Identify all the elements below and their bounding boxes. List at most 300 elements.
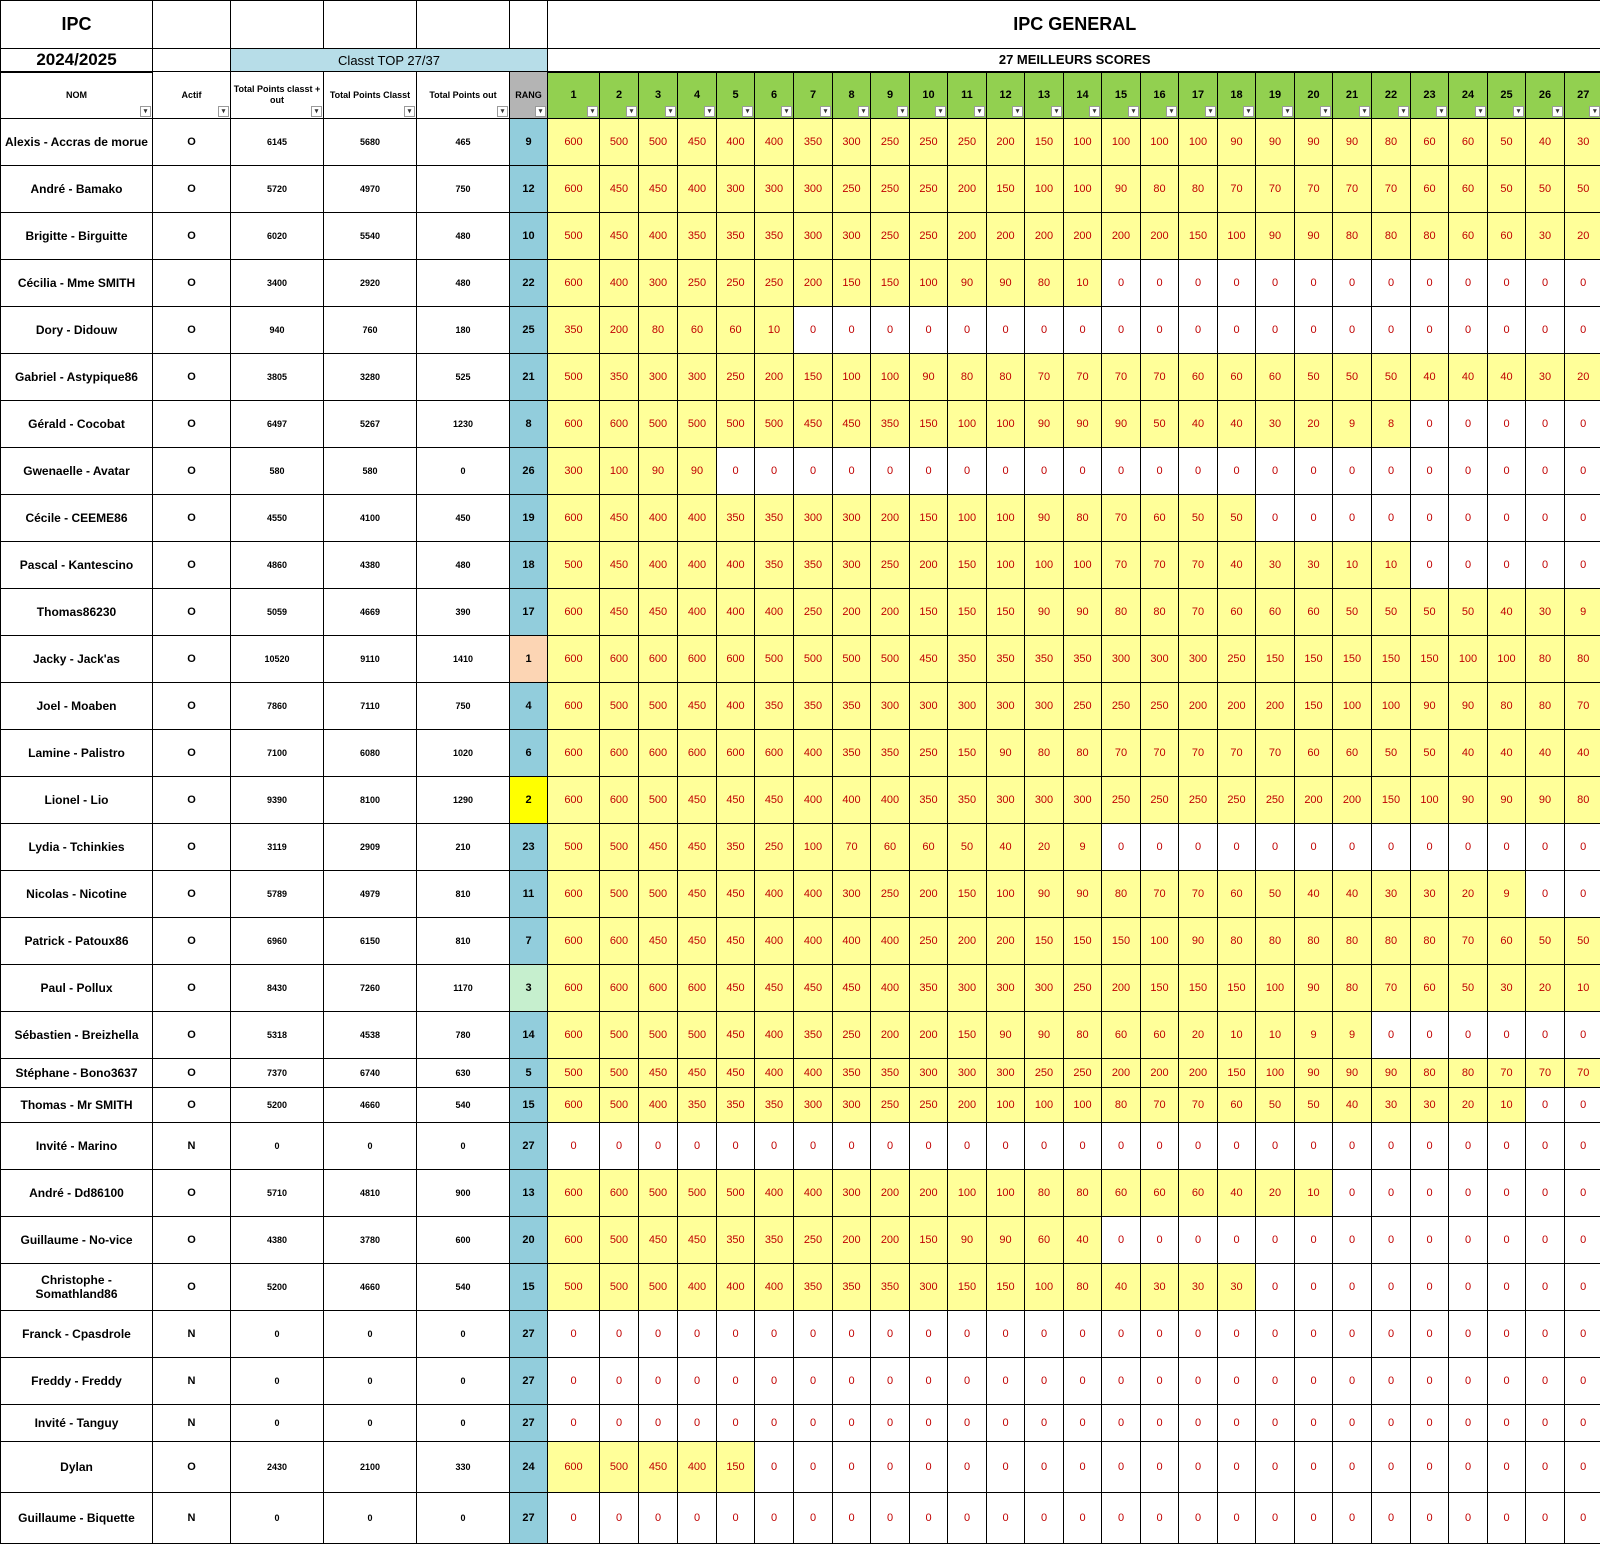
score-cell[interactable]: 0: [794, 1311, 833, 1358]
score-cell[interactable]: 0: [639, 1123, 678, 1170]
score-cell[interactable]: 20: [1295, 401, 1333, 448]
score-cell[interactable]: 300: [833, 495, 871, 542]
score-cell[interactable]: 50: [1333, 589, 1372, 636]
score-cell[interactable]: 600: [548, 119, 600, 166]
score-cell[interactable]: 80: [1064, 1012, 1102, 1059]
score-cell[interactable]: 600: [717, 730, 755, 777]
score-cell[interactable]: 60: [910, 824, 948, 871]
score-cell[interactable]: 250: [871, 1088, 910, 1123]
total-classt-cell[interactable]: 0: [324, 1123, 417, 1170]
filter-dropdown-icon[interactable]: ▾: [1205, 106, 1216, 117]
score-cell[interactable]: 100: [948, 401, 987, 448]
total-classt-cell[interactable]: 3280: [324, 354, 417, 401]
rang-cell[interactable]: 27: [510, 1358, 548, 1405]
score-cell[interactable]: 50: [948, 824, 987, 871]
score-cell[interactable]: 30: [1411, 871, 1449, 918]
score-cell[interactable]: 0: [987, 1123, 1025, 1170]
score-cell[interactable]: 80: [1064, 1170, 1102, 1217]
score-cell[interactable]: 0: [1333, 495, 1372, 542]
score-cell[interactable]: 0: [1102, 1311, 1141, 1358]
score-cell[interactable]: 40: [1488, 589, 1526, 636]
total-classt-cell[interactable]: 4380: [324, 542, 417, 589]
score-cell[interactable]: 0: [910, 448, 948, 495]
score-cell[interactable]: 30: [1256, 542, 1295, 589]
score-cell[interactable]: 0: [1141, 1358, 1179, 1405]
total-classt-out-cell[interactable]: 5318: [231, 1012, 324, 1059]
player-name-cell[interactable]: Sébastien - Breizhella: [1, 1012, 153, 1059]
score-cell[interactable]: 10: [1372, 542, 1411, 589]
score-cell[interactable]: 0: [1411, 448, 1449, 495]
score-cell[interactable]: 150: [794, 354, 833, 401]
score-cell[interactable]: 500: [717, 1170, 755, 1217]
score-cell[interactable]: 0: [1256, 1442, 1295, 1493]
score-cell[interactable]: 30: [1565, 119, 1600, 166]
score-cell[interactable]: 80: [1025, 730, 1064, 777]
total-classt-out-cell[interactable]: 6145: [231, 119, 324, 166]
score-cell[interactable]: 0: [639, 1311, 678, 1358]
score-cell[interactable]: 450: [717, 871, 755, 918]
score-cell[interactable]: 0: [948, 1442, 987, 1493]
score-cell[interactable]: 150: [1295, 636, 1333, 683]
score-cell[interactable]: 300: [910, 1264, 948, 1311]
player-name-cell[interactable]: Christophe - Somathland86: [1, 1264, 153, 1311]
score-cell[interactable]: 0: [1565, 1012, 1600, 1059]
rang-cell[interactable]: 19: [510, 495, 548, 542]
score-cell[interactable]: 250: [910, 213, 948, 260]
score-cell[interactable]: 80: [1064, 730, 1102, 777]
score-cell[interactable]: 0: [1526, 1170, 1565, 1217]
score-cell[interactable]: 0: [1295, 1264, 1333, 1311]
score-cell[interactable]: 0: [1372, 260, 1411, 307]
score-cell[interactable]: 20: [1565, 354, 1600, 401]
score-cell[interactable]: 0: [871, 1442, 910, 1493]
score-cell[interactable]: 100: [794, 824, 833, 871]
score-cell[interactable]: 300: [910, 1059, 948, 1088]
total-classt-cell[interactable]: 3780: [324, 1217, 417, 1264]
score-cell[interactable]: 60: [1411, 119, 1449, 166]
score-cell[interactable]: 0: [1449, 1405, 1488, 1442]
score-cell[interactable]: 0: [600, 1311, 639, 1358]
score-cell[interactable]: 50: [1256, 1088, 1295, 1123]
score-cell[interactable]: 40: [1179, 401, 1218, 448]
player-name-cell[interactable]: Thomas86230: [1, 589, 153, 636]
score-cell[interactable]: 100: [948, 495, 987, 542]
total-classt-cell[interactable]: 6080: [324, 730, 417, 777]
score-cell[interactable]: 70: [1449, 918, 1488, 965]
score-cell[interactable]: 0: [1295, 1123, 1333, 1170]
score-cell[interactable]: 0: [1449, 824, 1488, 871]
score-cell[interactable]: 0: [1295, 495, 1333, 542]
score-cell[interactable]: 70: [1372, 965, 1411, 1012]
filter-dropdown-icon[interactable]: ▾: [974, 106, 985, 117]
score-cell[interactable]: 0: [1295, 260, 1333, 307]
score-cell[interactable]: 200: [987, 918, 1025, 965]
score-cell[interactable]: 500: [639, 1170, 678, 1217]
score-cell[interactable]: 0: [1218, 824, 1256, 871]
score-cell[interactable]: 0: [1179, 1217, 1218, 1264]
total-classt-out-cell[interactable]: 0: [231, 1358, 324, 1405]
score-cell[interactable]: 350: [678, 1088, 717, 1123]
score-cell[interactable]: 300: [1064, 777, 1102, 824]
score-cell[interactable]: 0: [1526, 1493, 1565, 1544]
score-cell[interactable]: 0: [1449, 401, 1488, 448]
score-cell[interactable]: 0: [755, 1123, 794, 1170]
score-cell[interactable]: 0: [1333, 824, 1372, 871]
score-cell[interactable]: 500: [678, 1012, 717, 1059]
score-cell[interactable]: 500: [548, 824, 600, 871]
score-cell[interactable]: 0: [1179, 1405, 1218, 1442]
total-out-cell[interactable]: 210: [417, 824, 510, 871]
score-cell[interactable]: 150: [987, 589, 1025, 636]
score-cell[interactable]: 60: [678, 307, 717, 354]
score-cell[interactable]: 400: [639, 1088, 678, 1123]
score-cell[interactable]: 0: [1488, 401, 1526, 448]
total-classt-out-cell[interactable]: 3400: [231, 260, 324, 307]
score-cell[interactable]: 0: [1102, 1442, 1141, 1493]
score-cell[interactable]: 150: [910, 495, 948, 542]
player-name-cell[interactable]: Dory - Didouw: [1, 307, 153, 354]
score-cell[interactable]: 30: [1218, 1264, 1256, 1311]
score-cell[interactable]: 60: [1218, 871, 1256, 918]
rang-cell[interactable]: 11: [510, 871, 548, 918]
rang-cell[interactable]: 4: [510, 683, 548, 730]
score-cell[interactable]: 450: [639, 589, 678, 636]
total-classt-cell[interactable]: 4669: [324, 589, 417, 636]
score-cell[interactable]: 150: [948, 871, 987, 918]
score-cell[interactable]: 0: [1141, 824, 1179, 871]
score-cell[interactable]: 90: [1064, 589, 1102, 636]
score-cell[interactable]: 90: [987, 260, 1025, 307]
score-cell[interactable]: 80: [1064, 1264, 1102, 1311]
score-cell[interactable]: 80: [1372, 213, 1411, 260]
score-cell[interactable]: 300: [639, 354, 678, 401]
score-cell[interactable]: 0: [794, 1405, 833, 1442]
actif-cell[interactable]: O: [153, 1442, 231, 1493]
score-cell[interactable]: 0: [1102, 824, 1141, 871]
score-cell[interactable]: 60: [1179, 1170, 1218, 1217]
score-cell[interactable]: 450: [678, 683, 717, 730]
score-cell[interactable]: 10: [1218, 1012, 1256, 1059]
score-cell[interactable]: 350: [871, 1264, 910, 1311]
rang-cell[interactable]: 26: [510, 448, 548, 495]
score-cell[interactable]: 50: [1526, 166, 1565, 213]
score-cell[interactable]: 250: [871, 871, 910, 918]
score-cell[interactable]: 450: [600, 542, 639, 589]
total-out-cell[interactable]: 750: [417, 683, 510, 730]
score-cell[interactable]: 250: [1256, 777, 1295, 824]
score-cell[interactable]: 0: [1179, 448, 1218, 495]
score-cell[interactable]: 100: [600, 448, 639, 495]
score-cell[interactable]: 50: [1372, 589, 1411, 636]
total-classt-out-cell[interactable]: 5059: [231, 589, 324, 636]
score-cell[interactable]: 200: [1256, 683, 1295, 730]
score-cell[interactable]: 250: [871, 213, 910, 260]
score-cell[interactable]: 450: [794, 401, 833, 448]
score-cell[interactable]: 350: [678, 213, 717, 260]
score-cell[interactable]: 0: [948, 1123, 987, 1170]
score-cell[interactable]: 100: [1256, 965, 1295, 1012]
score-cell[interactable]: 600: [548, 401, 600, 448]
score-cell[interactable]: 70: [1179, 542, 1218, 589]
score-cell[interactable]: 400: [871, 777, 910, 824]
score-cell[interactable]: 0: [1526, 401, 1565, 448]
player-name-cell[interactable]: Lionel - Lio: [1, 777, 153, 824]
score-cell[interactable]: 0: [1141, 1442, 1179, 1493]
rang-cell[interactable]: 3: [510, 965, 548, 1012]
score-cell[interactable]: 100: [1488, 636, 1526, 683]
score-cell[interactable]: 90: [1102, 401, 1141, 448]
player-name-cell[interactable]: Paul - Pollux: [1, 965, 153, 1012]
score-cell[interactable]: 200: [1064, 213, 1102, 260]
score-cell[interactable]: 150: [1025, 119, 1064, 166]
score-cell[interactable]: 250: [1141, 683, 1179, 730]
score-cell[interactable]: 90: [1333, 1059, 1372, 1088]
score-cell[interactable]: 400: [678, 542, 717, 589]
score-cell[interactable]: 0: [1411, 1493, 1449, 1544]
score-cell[interactable]: 90: [1064, 401, 1102, 448]
score-cell[interactable]: 0: [678, 1311, 717, 1358]
score-cell[interactable]: 0: [987, 307, 1025, 354]
score-cell[interactable]: 300: [1141, 636, 1179, 683]
score-cell[interactable]: 0: [987, 1405, 1025, 1442]
actif-cell[interactable]: N: [153, 1123, 231, 1170]
score-cell[interactable]: 450: [639, 166, 678, 213]
score-cell[interactable]: 90: [987, 730, 1025, 777]
total-classt-out-cell[interactable]: 580: [231, 448, 324, 495]
score-cell[interactable]: 30: [1411, 1088, 1449, 1123]
score-cell[interactable]: 350: [1064, 636, 1102, 683]
score-cell[interactable]: 350: [833, 1059, 871, 1088]
score-cell[interactable]: 0: [1102, 260, 1141, 307]
score-cell[interactable]: 10: [1256, 1012, 1295, 1059]
player-name-cell[interactable]: Cécilia - Mme SMITH: [1, 260, 153, 307]
score-cell[interactable]: 0: [1333, 1170, 1372, 1217]
score-cell[interactable]: 0: [1526, 1264, 1565, 1311]
total-classt-cell[interactable]: 2909: [324, 824, 417, 871]
score-cell[interactable]: 50: [1449, 965, 1488, 1012]
score-cell[interactable]: 0: [1565, 1123, 1600, 1170]
score-cell[interactable]: 0: [1565, 401, 1600, 448]
score-cell[interactable]: 0: [717, 1493, 755, 1544]
score-cell[interactable]: 250: [717, 260, 755, 307]
score-cell[interactable]: 90: [948, 1217, 987, 1264]
score-cell[interactable]: 150: [1411, 636, 1449, 683]
filter-dropdown-icon[interactable]: ▾: [535, 106, 546, 117]
score-cell[interactable]: 20: [1526, 965, 1565, 1012]
score-cell[interactable]: 30: [1526, 354, 1565, 401]
total-classt-cell[interactable]: 8100: [324, 777, 417, 824]
score-cell[interactable]: 70: [1102, 354, 1141, 401]
score-cell[interactable]: 450: [717, 1059, 755, 1088]
player-name-cell[interactable]: André - Bamako: [1, 166, 153, 213]
score-cell[interactable]: 350: [833, 730, 871, 777]
rang-cell[interactable]: 27: [510, 1405, 548, 1442]
score-cell[interactable]: 0: [1372, 1311, 1411, 1358]
score-cell[interactable]: 0: [1179, 1442, 1218, 1493]
score-cell[interactable]: 400: [794, 1059, 833, 1088]
score-cell[interactable]: 600: [548, 1012, 600, 1059]
score-cell[interactable]: 100: [1141, 918, 1179, 965]
total-classt-cell[interactable]: 2920: [324, 260, 417, 307]
score-cell[interactable]: 300: [910, 683, 948, 730]
score-cell[interactable]: 0: [1333, 1442, 1372, 1493]
total-classt-out-cell[interactable]: 0: [231, 1405, 324, 1442]
score-cell[interactable]: 90: [910, 354, 948, 401]
score-cell[interactable]: 10: [1488, 1088, 1526, 1123]
score-cell[interactable]: 150: [910, 1217, 948, 1264]
score-cell[interactable]: 0: [755, 1405, 794, 1442]
score-cell[interactable]: 0: [871, 1358, 910, 1405]
score-cell[interactable]: 400: [717, 589, 755, 636]
score-cell[interactable]: 450: [678, 918, 717, 965]
score-cell[interactable]: 0: [1411, 1311, 1449, 1358]
rang-cell[interactable]: 23: [510, 824, 548, 871]
score-cell[interactable]: 600: [639, 636, 678, 683]
score-cell[interactable]: 80: [1411, 1059, 1449, 1088]
score-cell[interactable]: 0: [910, 1442, 948, 1493]
score-cell[interactable]: 600: [600, 1170, 639, 1217]
actif-cell[interactable]: O: [153, 448, 231, 495]
score-cell[interactable]: 0: [1025, 1442, 1064, 1493]
score-cell[interactable]: 100: [987, 1170, 1025, 1217]
score-cell[interactable]: 40: [1218, 1170, 1256, 1217]
total-out-cell[interactable]: 810: [417, 871, 510, 918]
score-cell[interactable]: 0: [1372, 307, 1411, 354]
total-classt-out-cell[interactable]: 7860: [231, 683, 324, 730]
score-cell[interactable]: 0: [1565, 1217, 1600, 1264]
score-cell[interactable]: 80: [1565, 636, 1600, 683]
score-cell[interactable]: 200: [910, 1012, 948, 1059]
total-classt-out-cell[interactable]: 7370: [231, 1059, 324, 1088]
filter-dropdown-icon[interactable]: ▾: [404, 106, 415, 117]
score-cell[interactable]: 350: [755, 683, 794, 730]
actif-cell[interactable]: O: [153, 636, 231, 683]
score-cell[interactable]: 0: [1411, 1405, 1449, 1442]
score-cell[interactable]: 250: [794, 1217, 833, 1264]
score-cell[interactable]: 100: [1025, 166, 1064, 213]
score-cell[interactable]: 0: [1449, 260, 1488, 307]
score-cell[interactable]: 9: [1295, 1012, 1333, 1059]
filter-dropdown-icon[interactable]: ▾: [665, 106, 676, 117]
score-cell[interactable]: 0: [717, 448, 755, 495]
player-name-cell[interactable]: Thomas - Mr SMITH: [1, 1088, 153, 1123]
score-cell[interactable]: 250: [1064, 965, 1102, 1012]
player-name-cell[interactable]: Nicolas - Nicotine: [1, 871, 153, 918]
score-cell[interactable]: 0: [910, 1358, 948, 1405]
score-cell[interactable]: 0: [1218, 1358, 1256, 1405]
score-cell[interactable]: 250: [794, 589, 833, 636]
total-out-cell[interactable]: 450: [417, 495, 510, 542]
score-cell[interactable]: 0: [1565, 542, 1600, 589]
score-cell[interactable]: 0: [1411, 1012, 1449, 1059]
score-cell[interactable]: 70: [1218, 730, 1256, 777]
sort-filter-icon[interactable]: ▾: [140, 106, 151, 117]
score-cell[interactable]: 200: [755, 354, 794, 401]
score-cell[interactable]: 70: [1372, 166, 1411, 213]
score-cell[interactable]: 0: [1565, 871, 1600, 918]
score-cell[interactable]: 70: [1141, 1088, 1179, 1123]
actif-cell[interactable]: O: [153, 307, 231, 354]
score-cell[interactable]: 500: [639, 1012, 678, 1059]
score-cell[interactable]: 0: [1372, 1264, 1411, 1311]
total-classt-out-cell[interactable]: 3805: [231, 354, 324, 401]
total-classt-cell[interactable]: 5267: [324, 401, 417, 448]
rang-cell[interactable]: 12: [510, 166, 548, 213]
score-cell[interactable]: 80: [1025, 260, 1064, 307]
score-cell[interactable]: 500: [639, 683, 678, 730]
score-cell[interactable]: 200: [948, 166, 987, 213]
score-cell[interactable]: 0: [1372, 1217, 1411, 1264]
score-cell[interactable]: 450: [910, 636, 948, 683]
score-cell[interactable]: 100: [1218, 213, 1256, 260]
score-cell[interactable]: 450: [678, 1059, 717, 1088]
score-cell[interactable]: 0: [1333, 1123, 1372, 1170]
score-cell[interactable]: 0: [1526, 1442, 1565, 1493]
score-cell[interactable]: 0: [1141, 1493, 1179, 1544]
score-cell[interactable]: 0: [1064, 448, 1102, 495]
actif-cell[interactable]: O: [153, 824, 231, 871]
score-cell[interactable]: 200: [910, 871, 948, 918]
score-cell[interactable]: 0: [871, 1493, 910, 1544]
score-cell[interactable]: 0: [1218, 448, 1256, 495]
rang-cell[interactable]: 14: [510, 1012, 548, 1059]
total-classt-out-cell[interactable]: 0: [231, 1311, 324, 1358]
score-cell[interactable]: 20: [1565, 213, 1600, 260]
score-cell[interactable]: 300: [717, 166, 755, 213]
total-classt-cell[interactable]: 7260: [324, 965, 417, 1012]
score-cell[interactable]: 50: [1411, 589, 1449, 636]
score-cell[interactable]: 300: [794, 1088, 833, 1123]
actif-cell[interactable]: O: [153, 871, 231, 918]
score-cell[interactable]: 0: [717, 1123, 755, 1170]
filter-dropdown-icon[interactable]: ▾: [858, 106, 869, 117]
player-name-cell[interactable]: Guillaume - No-vice: [1, 1217, 153, 1264]
score-cell[interactable]: 0: [1218, 307, 1256, 354]
score-cell[interactable]: 60: [1488, 918, 1526, 965]
score-cell[interactable]: 300: [678, 354, 717, 401]
total-classt-out-cell[interactable]: 4860: [231, 542, 324, 589]
score-cell[interactable]: 0: [1218, 1123, 1256, 1170]
score-cell[interactable]: 0: [1141, 448, 1179, 495]
score-cell[interactable]: 0: [755, 1442, 794, 1493]
score-cell[interactable]: 80: [1179, 166, 1218, 213]
score-cell[interactable]: 0: [1141, 1217, 1179, 1264]
filter-dropdown-icon[interactable]: ▾: [587, 106, 598, 117]
score-cell[interactable]: 0: [1449, 1311, 1488, 1358]
score-cell[interactable]: 250: [910, 119, 948, 166]
score-cell[interactable]: 100: [1064, 119, 1102, 166]
score-cell[interactable]: 0: [910, 1311, 948, 1358]
score-cell[interactable]: 0: [1526, 1123, 1565, 1170]
score-cell[interactable]: 60: [1218, 354, 1256, 401]
score-cell[interactable]: 500: [871, 636, 910, 683]
score-cell[interactable]: 250: [833, 1012, 871, 1059]
score-cell[interactable]: 0: [1256, 307, 1295, 354]
score-cell[interactable]: 0: [1256, 1217, 1295, 1264]
score-cell[interactable]: 0: [1218, 1405, 1256, 1442]
score-cell[interactable]: 450: [678, 824, 717, 871]
score-cell[interactable]: 0: [1565, 1493, 1600, 1544]
score-cell[interactable]: 150: [910, 401, 948, 448]
filter-dropdown-icon[interactable]: ▾: [218, 106, 229, 117]
score-cell[interactable]: 450: [639, 1059, 678, 1088]
score-cell[interactable]: 60: [1449, 119, 1488, 166]
score-cell[interactable]: 450: [600, 589, 639, 636]
score-cell[interactable]: 150: [987, 1264, 1025, 1311]
score-cell[interactable]: 0: [1256, 1358, 1295, 1405]
score-cell[interactable]: 30: [1526, 589, 1565, 636]
score-cell[interactable]: 400: [678, 1442, 717, 1493]
